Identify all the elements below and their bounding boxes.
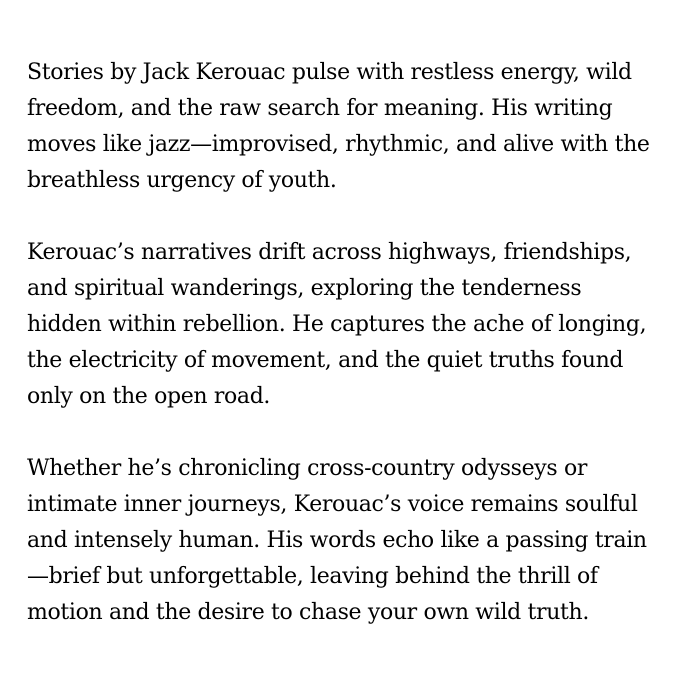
paragraph-line: the electricity of movement, and the quiet truths found [27,348,624,373]
document-body [27,55,677,667]
paragraph-line: moves like jazz—improvised, rhythmic, and alive with the [27,132,650,157]
paragraph-line: hidden within rebellion. He captures the ache of longing, [27,312,647,337]
paragraph-line: freedom, and the raw search for meaning. His writing [27,96,613,121]
paragraph-line: breathless urgency of youth. [27,168,337,193]
paragraph-line: only on the open road. [27,384,271,409]
paragraph-1 [27,55,677,199]
paragraph-line: Stories by Jack Kerouac pulse with restless energy, wild [27,60,632,85]
paragraph-3 [27,451,677,631]
paragraph-line: and spiritual wanderings, exploring the tenderness [27,276,582,301]
paragraph-line: Kerouac’s narratives drift across highways, friendships, [27,240,632,265]
paragraph-line: intimate inner journeys, Kerouac’s voice remains soulful [27,492,638,517]
paragraph-2 [27,235,677,415]
paragraph-line: motion and the desire to chase your own wild truth. [27,600,589,625]
paragraph-line: —brief but unforgettable, leaving behind the thrill of [27,564,598,589]
paragraph-line: and intensely human. His words echo like a passing train [27,528,647,553]
paragraph-line: Whether he’s chronicling cross-country odysseys or [27,456,588,481]
